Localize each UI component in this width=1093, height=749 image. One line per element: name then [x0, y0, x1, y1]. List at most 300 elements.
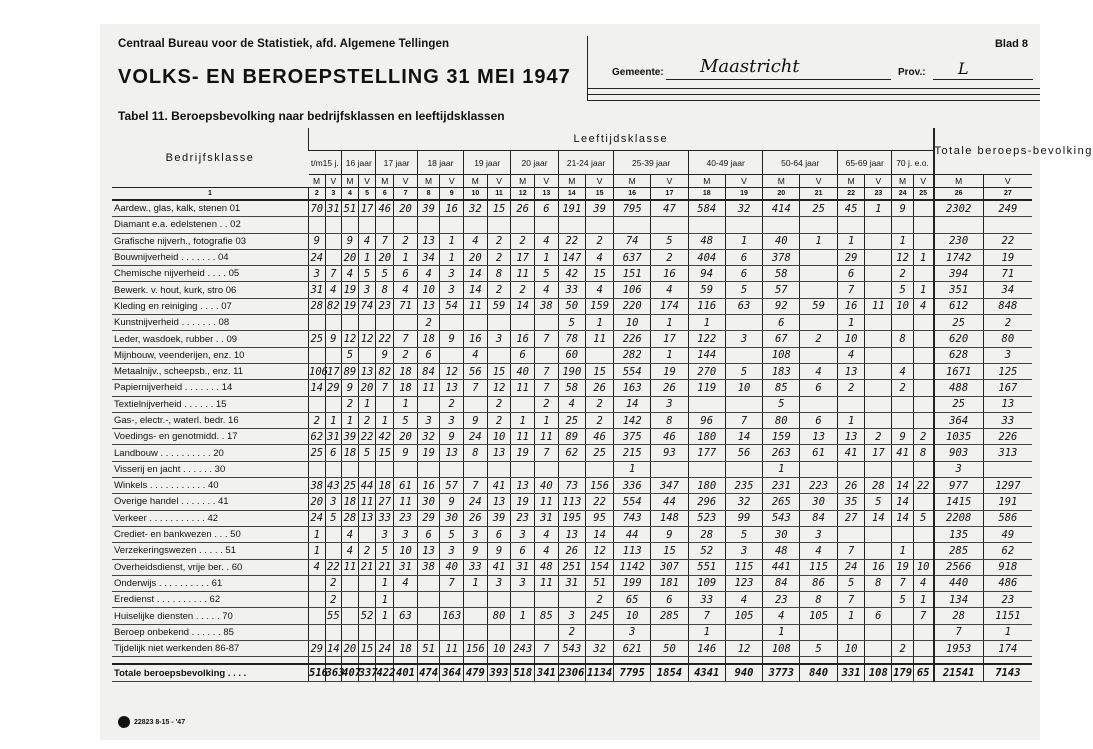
- table-cell: [487, 347, 511, 363]
- row-label: Crediet- en bankwezen . . . 50: [112, 526, 309, 542]
- row-label: Metaalnijv., scheepsb., enz. 11: [112, 363, 309, 379]
- cbs-logo-icon: [118, 716, 130, 728]
- table-cell: 7: [535, 331, 559, 347]
- table-cell: [865, 315, 892, 331]
- male-column-header: M: [688, 175, 725, 188]
- table-cell: 6: [800, 412, 838, 428]
- table-cell: [913, 641, 933, 657]
- table-cell: [865, 282, 892, 298]
- prov-label: Prov.:: [898, 67, 926, 78]
- table-cell: 2: [865, 429, 892, 445]
- table-cell: 115: [725, 559, 763, 575]
- table-cell: [558, 461, 585, 477]
- table-cell: 12: [342, 331, 359, 347]
- table-cell: 31: [325, 429, 342, 445]
- table-cell: [892, 396, 913, 412]
- table-cell: 1: [913, 249, 933, 265]
- table-cell: 1: [763, 461, 800, 477]
- table-cell: 119: [688, 380, 725, 396]
- table-cell: 2: [511, 282, 535, 298]
- table-cell: 5: [358, 445, 376, 461]
- table-cell: [865, 526, 892, 542]
- document-title: VOLKS- EN BEROEPSTELLING 31 MEI 1947: [118, 66, 571, 88]
- table-cell: [394, 461, 418, 477]
- table-cell: 918: [983, 559, 1032, 575]
- table-cell: 113: [614, 543, 651, 559]
- table-cell: 7: [892, 575, 913, 591]
- table-cell: 82: [376, 363, 394, 379]
- table-cell: [376, 461, 394, 477]
- table-cell: [651, 217, 689, 233]
- male-column-header: M: [934, 175, 984, 188]
- column-number: 12: [511, 188, 535, 201]
- column-number: 17: [651, 188, 689, 201]
- table-cell: 47: [651, 200, 689, 217]
- table-cell: 4: [394, 282, 418, 298]
- occupation-table: [112, 128, 1093, 682]
- table-cell: 13: [838, 363, 865, 379]
- table-cell: 940: [725, 664, 763, 682]
- table-cell: 3: [440, 282, 464, 298]
- table-cell: 743: [614, 510, 651, 526]
- table-cell: 199: [614, 575, 651, 591]
- table-cell: 3: [725, 543, 763, 559]
- table-cell: 3: [983, 347, 1032, 363]
- table-cell: 7: [464, 380, 488, 396]
- column-number: 19: [725, 188, 763, 201]
- table-cell: 543: [763, 510, 800, 526]
- table-cell: 26: [511, 200, 535, 217]
- table-cell: 9: [892, 429, 913, 445]
- table-cell: 2: [487, 233, 511, 249]
- table-cell: 105: [725, 608, 763, 624]
- table-cell: 30: [763, 526, 800, 542]
- table-cell: 5: [558, 315, 585, 331]
- table-cell: [325, 249, 342, 265]
- table-cell: 10: [892, 298, 913, 314]
- male-column-header: M: [376, 175, 394, 188]
- spacer-cell: [892, 657, 913, 665]
- table-cell: 20: [464, 249, 488, 265]
- table-cell: 2: [535, 396, 559, 412]
- table-cell: 12: [892, 249, 913, 265]
- column-number: 22: [838, 188, 865, 201]
- table-cell: [358, 526, 376, 542]
- table-cell: [983, 461, 1032, 477]
- gemeente-line: [666, 79, 891, 80]
- row-label: Eredienst . . . . . . . . . . 62: [112, 592, 309, 608]
- table-cell: 1: [688, 315, 725, 331]
- table-cell: 11: [358, 494, 376, 510]
- table-cell: 341: [535, 664, 559, 682]
- table-cell: 10: [913, 559, 933, 575]
- table-cell: 1: [838, 412, 865, 428]
- table-cell: 2: [358, 412, 376, 428]
- table-cell: 3: [558, 608, 585, 624]
- female-column-header: V: [651, 175, 689, 188]
- table-cell: 14: [325, 641, 342, 657]
- male-column-header: M: [838, 175, 865, 188]
- table-cell: [865, 641, 892, 657]
- table-cell: 1: [511, 608, 535, 624]
- table-row: [112, 510, 1032, 526]
- table-cell: 1: [800, 233, 838, 249]
- table-cell: [838, 526, 865, 542]
- table-cell: 50: [651, 641, 689, 657]
- spacer-cell: [651, 657, 689, 665]
- table-cell: [913, 624, 933, 640]
- row-label: Winkels . . . . . . . . . . . 40: [112, 478, 309, 494]
- table-cell: 220: [614, 298, 651, 314]
- table-cell: 56: [464, 363, 488, 379]
- table-cell: 307: [651, 559, 689, 575]
- table-row: [112, 380, 1032, 396]
- table-cell: 3: [725, 331, 763, 347]
- table-cell: 20: [358, 380, 376, 396]
- table-cell: [913, 526, 933, 542]
- table-row: [112, 478, 1032, 494]
- table-cell: [535, 592, 559, 608]
- table-cell: 223: [800, 478, 838, 494]
- table-cell: 11: [535, 429, 559, 445]
- table-cell: 6: [487, 526, 511, 542]
- table-cell: [464, 217, 488, 233]
- table-cell: [464, 608, 488, 624]
- table-cell: [913, 266, 933, 282]
- table-cell: 3: [464, 526, 488, 542]
- table-cell: [585, 624, 613, 640]
- table-row: [112, 575, 1032, 591]
- table-cell: 2: [585, 396, 613, 412]
- table-cell: 2: [325, 592, 342, 608]
- table-cell: 6: [725, 266, 763, 282]
- table-cell: [865, 543, 892, 559]
- table-cell: 25: [934, 396, 984, 412]
- table-cell: 2: [838, 380, 865, 396]
- table-cell: [913, 217, 933, 233]
- table-cell: 18: [376, 478, 394, 494]
- table-cell: [913, 200, 933, 217]
- table-cell: 14: [865, 510, 892, 526]
- table-cell: [309, 315, 326, 331]
- spacer-cell: [865, 657, 892, 665]
- spacer-cell: [614, 657, 651, 665]
- table-cell: [440, 624, 464, 640]
- table-row: [112, 592, 1032, 608]
- table-cell: 92: [763, 298, 800, 314]
- table-cell: 20: [309, 494, 326, 510]
- table-cell: [440, 461, 464, 477]
- table-cell: 441: [763, 559, 800, 575]
- table-cell: 4: [309, 559, 326, 575]
- table-cell: [487, 592, 511, 608]
- table-cell: 6: [838, 266, 865, 282]
- table-cell: 543: [558, 641, 585, 657]
- table-cell: 62: [309, 429, 326, 445]
- table-cell: 174: [983, 641, 1032, 657]
- table-cell: 29: [309, 641, 326, 657]
- table-cell: [309, 347, 326, 363]
- table-cell: 5: [725, 526, 763, 542]
- table-cell: 3: [511, 526, 535, 542]
- table-cell: 27: [376, 494, 394, 510]
- table-cell: 33: [464, 559, 488, 575]
- row-label: Beroep onbekend . . . . . . 85: [112, 624, 309, 640]
- table-cell: 4: [464, 347, 488, 363]
- table-cell: 106: [309, 363, 326, 379]
- table-cell: 16: [838, 298, 865, 314]
- table-cell: [358, 315, 376, 331]
- table-cell: 2: [487, 412, 511, 428]
- table-cell: 19: [983, 249, 1032, 265]
- table-cell: 2: [558, 624, 585, 640]
- table-cell: [865, 347, 892, 363]
- table-cell: 96: [688, 412, 725, 428]
- table-cell: 336: [614, 478, 651, 494]
- table-cell: 11: [585, 331, 613, 347]
- table-cell: 8: [487, 266, 511, 282]
- row-label: Bewerk. v. hout, kurk, stro 06: [112, 282, 309, 298]
- table-cell: 7: [838, 592, 865, 608]
- table-cell: 80: [983, 331, 1032, 347]
- table-cell: 40: [511, 363, 535, 379]
- table-cell: 22: [325, 559, 342, 575]
- column-number: 23: [865, 188, 892, 201]
- table-cell: 14: [892, 478, 913, 494]
- table-cell: [358, 575, 376, 591]
- spacer-cell: [112, 657, 309, 665]
- spacer-row: [112, 657, 1032, 665]
- table-cell: 7: [838, 543, 865, 559]
- table-cell: 5: [651, 233, 689, 249]
- table-cell: [394, 624, 418, 640]
- table-cell: 122: [688, 331, 725, 347]
- table-cell: 73: [558, 478, 585, 494]
- table-cell: [417, 575, 439, 591]
- table-cell: [651, 624, 689, 640]
- row-label: Mijnbouw, veenderijen, enz. 10: [112, 347, 309, 363]
- table-cell: 9: [342, 380, 359, 396]
- male-column-header: M: [309, 175, 326, 188]
- table-cell: 1: [763, 624, 800, 640]
- table-cell: 40: [535, 478, 559, 494]
- table-cell: [865, 249, 892, 265]
- table-row: [112, 331, 1032, 347]
- table-cell: 45: [838, 200, 865, 217]
- table-cell: 12: [487, 380, 511, 396]
- age-group-header: 16 jaar: [342, 151, 376, 175]
- table-cell: 13: [511, 478, 535, 494]
- table-cell: 364: [440, 664, 464, 682]
- table-cell: [892, 461, 913, 477]
- table-cell: 3: [358, 282, 376, 298]
- table-cell: 63: [394, 608, 418, 624]
- table-cell: [913, 315, 933, 331]
- table-cell: 378: [763, 249, 800, 265]
- table-cell: 31: [558, 575, 585, 591]
- table-cell: 2: [325, 575, 342, 591]
- age-group-header: 25-39 jaar: [614, 151, 689, 175]
- print-code: [118, 716, 185, 728]
- table-cell: [325, 217, 342, 233]
- table-cell: 26: [464, 510, 488, 526]
- column-number: 1: [112, 188, 309, 201]
- census-sheet: [100, 24, 1093, 740]
- table-cell: [913, 363, 933, 379]
- table-cell: [358, 461, 376, 477]
- table-cell: 10: [487, 429, 511, 445]
- table-cell: [913, 412, 933, 428]
- column-number: 26: [934, 188, 984, 201]
- table-row: [112, 429, 1032, 445]
- female-column-header: V: [440, 175, 464, 188]
- table-cell: 1: [325, 412, 342, 428]
- table-cell: 3: [440, 266, 464, 282]
- table-cell: 1142: [614, 559, 651, 575]
- table-cell: [865, 380, 892, 396]
- row-label: Verzekeringswezen . . . . . 51: [112, 543, 309, 559]
- table-cell: 49: [983, 526, 1032, 542]
- table-cell: 35: [838, 494, 865, 510]
- table-cell: [376, 396, 394, 412]
- table-cell: 20: [342, 641, 359, 657]
- table-cell: 59: [487, 298, 511, 314]
- table-row: [112, 217, 1032, 233]
- column-number: 6: [376, 188, 394, 201]
- table-row: [112, 543, 1032, 559]
- column-number: 15: [585, 188, 613, 201]
- table-row: [112, 624, 1032, 640]
- table-cell: 14: [309, 380, 326, 396]
- table-cell: 3: [487, 575, 511, 591]
- table-cell: 34: [417, 249, 439, 265]
- table-cell: 13: [417, 233, 439, 249]
- table-cell: 1134: [585, 664, 613, 682]
- table-cell: [325, 233, 342, 249]
- table-cell: 41: [838, 445, 865, 461]
- table-cell: 67: [763, 331, 800, 347]
- institute-heading: Centraal Bureau voor de Statistiek, afd. Algemene Tellingen: [118, 38, 450, 50]
- table-cell: 17: [865, 445, 892, 461]
- table-cell: [325, 624, 342, 640]
- table-cell: [487, 624, 511, 640]
- table-cell: 18: [417, 331, 439, 347]
- table-cell: [309, 396, 326, 412]
- table-cell: [417, 624, 439, 640]
- column-number: 5: [358, 188, 376, 201]
- table-cell: 7795: [614, 664, 651, 682]
- table-cell: [358, 592, 376, 608]
- table-cell: [558, 592, 585, 608]
- table-cell: [688, 217, 725, 233]
- table-cell: 22: [558, 233, 585, 249]
- table-cell: [511, 592, 535, 608]
- table-cell: 2566: [934, 559, 984, 575]
- table-cell: 31: [394, 559, 418, 575]
- table-cell: [487, 217, 511, 233]
- table-row: [112, 494, 1032, 510]
- table-cell: [913, 461, 933, 477]
- spacer-cell: [342, 657, 359, 665]
- table-cell: 33: [558, 282, 585, 298]
- table-cell: 142: [614, 412, 651, 428]
- column-number: 13: [535, 188, 559, 201]
- table-cell: [838, 396, 865, 412]
- table-cell: 109: [688, 575, 725, 591]
- table-cell: [487, 461, 511, 477]
- table-cell: 95: [585, 510, 613, 526]
- table-cell: 584: [688, 200, 725, 217]
- table-cell: 16: [464, 331, 488, 347]
- table-cell: 5: [394, 412, 418, 428]
- table-cell: 422: [376, 664, 394, 682]
- table-cell: [913, 331, 933, 347]
- table-cell: [865, 461, 892, 477]
- table-cell: 9: [440, 331, 464, 347]
- table-cell: 28: [934, 608, 984, 624]
- table-cell: 8: [464, 445, 488, 461]
- table-cell: 33: [983, 412, 1032, 428]
- row-label: Kunstnijverheid . . . . . . . 08: [112, 315, 309, 331]
- table-cell: [394, 592, 418, 608]
- table-cell: 8: [376, 282, 394, 298]
- table-cell: 24: [464, 494, 488, 510]
- table-cell: [865, 217, 892, 233]
- table-cell: 4: [535, 233, 559, 249]
- table-cell: 9: [892, 200, 913, 217]
- table-cell: 14: [464, 282, 488, 298]
- age-group-header: t/m15 j.: [309, 151, 342, 175]
- table-cell: 4: [535, 526, 559, 542]
- spacer-cell: [688, 657, 725, 665]
- table-cell: 1: [394, 396, 418, 412]
- table-cell: [417, 461, 439, 477]
- spacer-cell: [394, 657, 418, 665]
- table-cell: 2: [394, 233, 418, 249]
- male-column-header: M: [511, 175, 535, 188]
- table-cell: 230: [934, 233, 984, 249]
- table-cell: 31: [325, 200, 342, 217]
- table-row: [112, 559, 1032, 575]
- table-cell: 1: [376, 608, 394, 624]
- table-cell: 7: [464, 478, 488, 494]
- table-cell: 3: [376, 526, 394, 542]
- table-cell: 1: [651, 315, 689, 331]
- table-cell: 23: [983, 592, 1032, 608]
- table-cell: [464, 396, 488, 412]
- table-cell: [800, 624, 838, 640]
- table-cell: 11: [511, 429, 535, 445]
- table-cell: 24: [376, 641, 394, 657]
- table-cell: 347: [651, 478, 689, 494]
- male-column-header: M: [417, 175, 439, 188]
- table-cell: 3: [309, 266, 326, 282]
- table-cell: 42: [558, 266, 585, 282]
- table-cell: 9: [464, 412, 488, 428]
- table-cell: 5: [838, 575, 865, 591]
- table-cell: 5: [358, 266, 376, 282]
- table-cell: 84: [800, 510, 838, 526]
- table-cell: 38: [535, 298, 559, 314]
- table-cell: 44: [651, 494, 689, 510]
- table-cell: [342, 217, 359, 233]
- table-cell: 270: [688, 363, 725, 379]
- table-cell: [800, 266, 838, 282]
- table-cell: 18: [394, 380, 418, 396]
- table-cell: 2: [651, 249, 689, 265]
- male-column-header: M: [763, 175, 800, 188]
- table-cell: 4: [913, 575, 933, 591]
